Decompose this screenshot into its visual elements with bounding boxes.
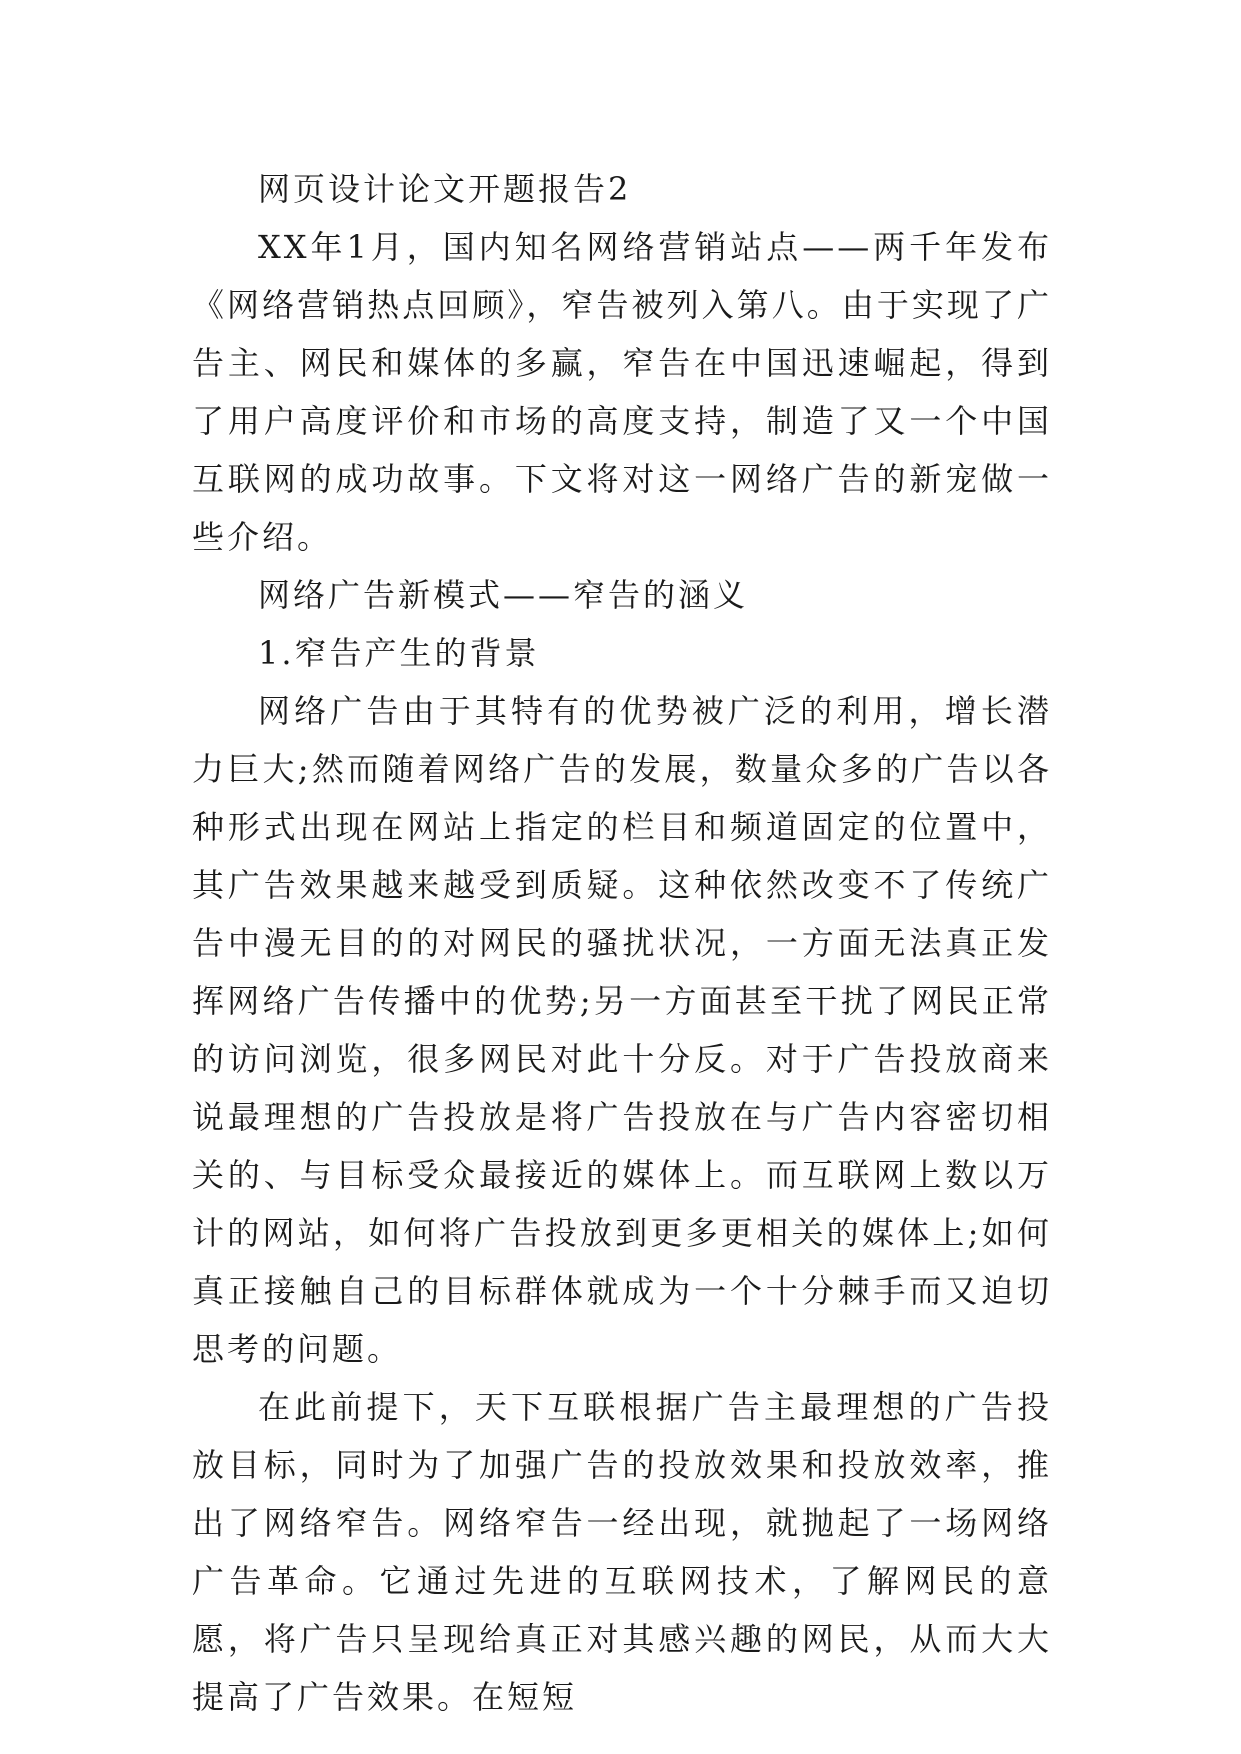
- section-heading: 网页设计论文开题报告2: [258, 170, 632, 208]
- body-paragraph: 网络广告由于其特有的优势被广泛的利用，增长潜力巨大;然而随着网络广告的发展，数量众多的广告以各种形式出现在网站上指定的栏目和频道固定的位置中，其广告效果越来越受到质疑。这种依然改变不了传统广告中漫无目的的对网民的骚扰状况，一方面无法真正发挥网络广告传播中的优势;另一方面甚至干扰了网民正常的访问浏览，很多网民对此十分反。对于广告投放商来说最理想的广告投放是将广告投放在与广告内容密切相关的、与目标受众最接近的媒体上。而互联网上数以万计的网站，如何将广告投放到更多更相关的媒体上;如何真正接触自己的目标群体就成为一个十分棘手而又迫切思考的问题。: [192, 692, 1052, 1368]
- body-paragraph: 在此前提下，天下互联根据广告主最理想的广告投放目标，同时为了加强广告的投放效果和投放效率，推出了网络窄告。网络窄告一经出现，就抛起了一场网络广告革命。它通过先进的互联网技术，了解网民的意愿，将广告只呈现给真正对其感兴趣的网民，从而大大提高了广告效果。在短短: [192, 1388, 1052, 1716]
- subsection-heading: 网络广告新模式——窄告的涵义: [258, 576, 749, 614]
- numbered-heading: 1.窄告产生的背景: [258, 634, 540, 672]
- document-page: [192, 160, 1052, 1726]
- intro-paragraph: XX年1月，国内知名网络营销站点——两千年发布《网络营销热点回顾》，窄告被列入第八。由于实现了广告主、网民和媒体的多赢，窄告在中国迅速崛起，得到了用户高度评价和市场的高度支持，制造了又一个中国互联网的成功故事。下文将对这一网络广告的新宠做一些介绍。: [192, 228, 1052, 556]
